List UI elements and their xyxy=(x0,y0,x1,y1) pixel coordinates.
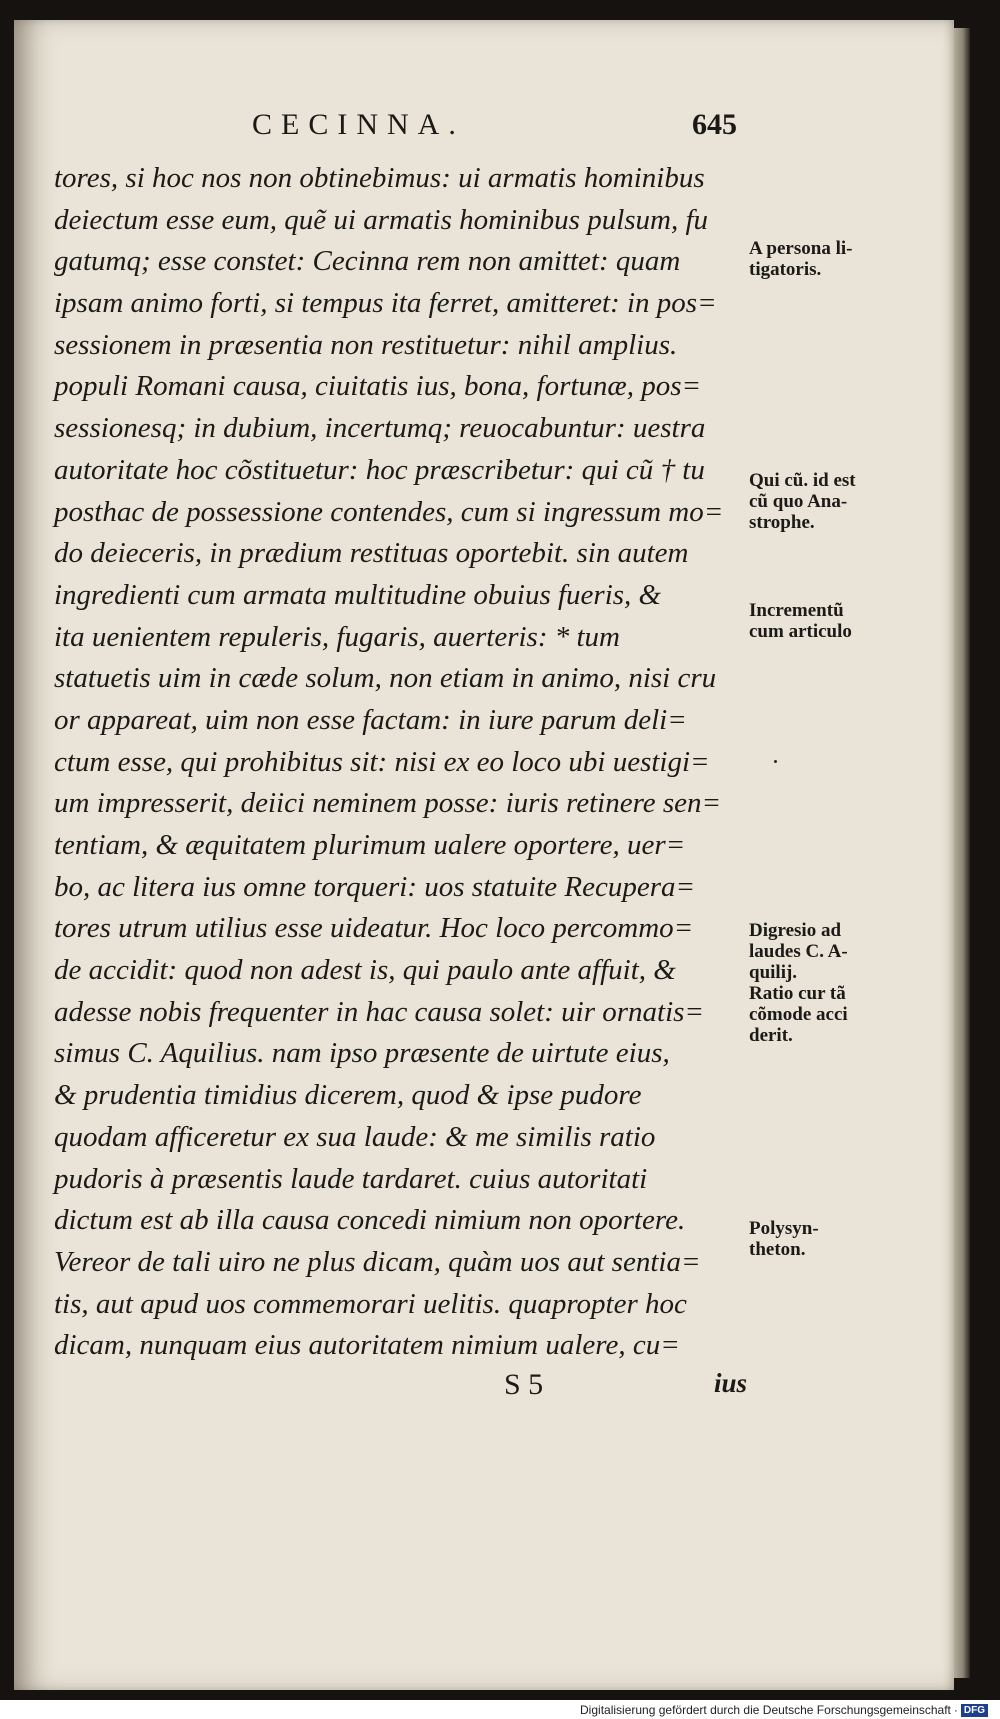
text-line: ingredienti cum armata multitudine obuius fueris, & xyxy=(54,578,662,611)
text-line: populi Romani causa, ciuitatis ius, bona, fortunæ, pos= xyxy=(54,370,702,403)
signature-mark: S 5 xyxy=(504,1368,544,1401)
text-line: dictum est ab illa causa concedi nimium non oportere. xyxy=(54,1204,686,1237)
text-line: statuetis uim in cæde solum, non etiam in animo, nisi cru xyxy=(54,662,717,695)
text-line: sessionem in præsentia non restituetur: nihil amplius. xyxy=(54,328,678,361)
body-text xyxy=(54,158,774,1367)
book-title: CECINNA. xyxy=(252,108,465,141)
text-line: tis, aut apud uos commemorari uelitis. quapropter hoc xyxy=(54,1287,687,1320)
text-line: simus C. Aquilius. nam ipso præsente de uirtute eius, xyxy=(54,1037,670,1070)
text-line: posthac de possessione contendes, cum si ingressum mo= xyxy=(54,495,724,528)
margin-note-persona: A persona li- tigatoris. xyxy=(749,238,853,280)
text-line: pudoris à præsentis laude tardaret. cuius autoritati xyxy=(54,1162,648,1195)
text-line: sessionesq; in dubium, incertumq; reuocabuntur: uestra xyxy=(54,412,706,445)
text-line: adesse nobis frequenter in hac causa solet: uir ornatis= xyxy=(54,995,704,1028)
page-number: 645 xyxy=(692,108,737,141)
text-line: gatumq; esse constet: Cecinna rem non amittet: quam xyxy=(54,245,681,278)
ink-dot xyxy=(774,760,777,763)
text-line: dicam, nunquam eius autoritatem nimium ualere, cu= xyxy=(54,1329,680,1362)
text-line: & prudentia timidius dicerem, quod & ipse pudore xyxy=(54,1079,642,1112)
text-line: quodam afficeretur ex sua laude: & me similis ratio xyxy=(54,1120,656,1153)
text-line: bo, ac litera ius omne torqueri: uos statuite Recupera= xyxy=(54,870,696,903)
text-line: tentiam, & æquitatem plurimum ualere oportere, uer= xyxy=(54,829,686,861)
margin-note-anastrophe: Qui cũ. id est cũ quo Ana- strophe. xyxy=(749,470,856,533)
text-line: ipsam animo forti, si tempus ita ferret, amitteret: in pos= xyxy=(54,287,717,320)
digitization-credit: Digitalisierung gefördert durch die Deutsche Forschungsgemeinschaft · DFG xyxy=(580,1702,988,1718)
dfg-logo: DFG xyxy=(961,1704,988,1717)
credit-text: Digitalisierung gefördert durch die Deutsche Forschungsgemeinschaft xyxy=(580,1703,951,1717)
text-line: um impresserit, deiici neminem posse: iuris retinere sen= xyxy=(54,787,722,820)
text-line: Vereor de tali uiro ne plus dicam, quàm uos aut sentia= xyxy=(54,1245,701,1278)
text-line: autoritate hoc cõstituetur: hoc præscribetur: qui cũ † tu xyxy=(54,453,705,486)
text-line: deiectum esse eum, quẽ ui armatis hominibus pulsum, fu xyxy=(54,203,709,236)
catchword: ius xyxy=(714,1368,748,1398)
page-footer xyxy=(14,1368,954,1408)
margin-note-polysyntheton: Polysyn- theton. xyxy=(749,1218,819,1260)
page-edge xyxy=(952,28,970,1678)
text-line: ctum esse, qui prohibitus sit: nisi ex eo loco ubi uestigi= xyxy=(54,745,710,778)
text-line: tores, si hoc nos non obtinebimus: ui armatis hominibus xyxy=(54,162,705,194)
running-head xyxy=(14,108,954,148)
margin-note-incrementum: Incrementũ cum articulo xyxy=(749,600,852,642)
text-line: tores utrum utilius esse uideatur. Hoc loco percommo= xyxy=(54,912,694,945)
book-page xyxy=(14,20,954,1690)
text-line: ita uenientem repuleris, fugaris, auerteris: * tum xyxy=(54,620,620,653)
text-line: do deieceris, in prædium restituas oportebit. sin autem xyxy=(54,537,689,570)
margin-note-ratio: Ratio cur tã cõmode acci derit. xyxy=(749,983,848,1046)
text-line: de accidit: quod non adest is, qui paulo ante affuit, & xyxy=(54,954,676,987)
margin-note-digressio: Digresio ad laudes C. A- quilij. xyxy=(749,920,848,983)
text-line: or appareat, uim non esse factam: in iure parum deli= xyxy=(54,703,687,736)
